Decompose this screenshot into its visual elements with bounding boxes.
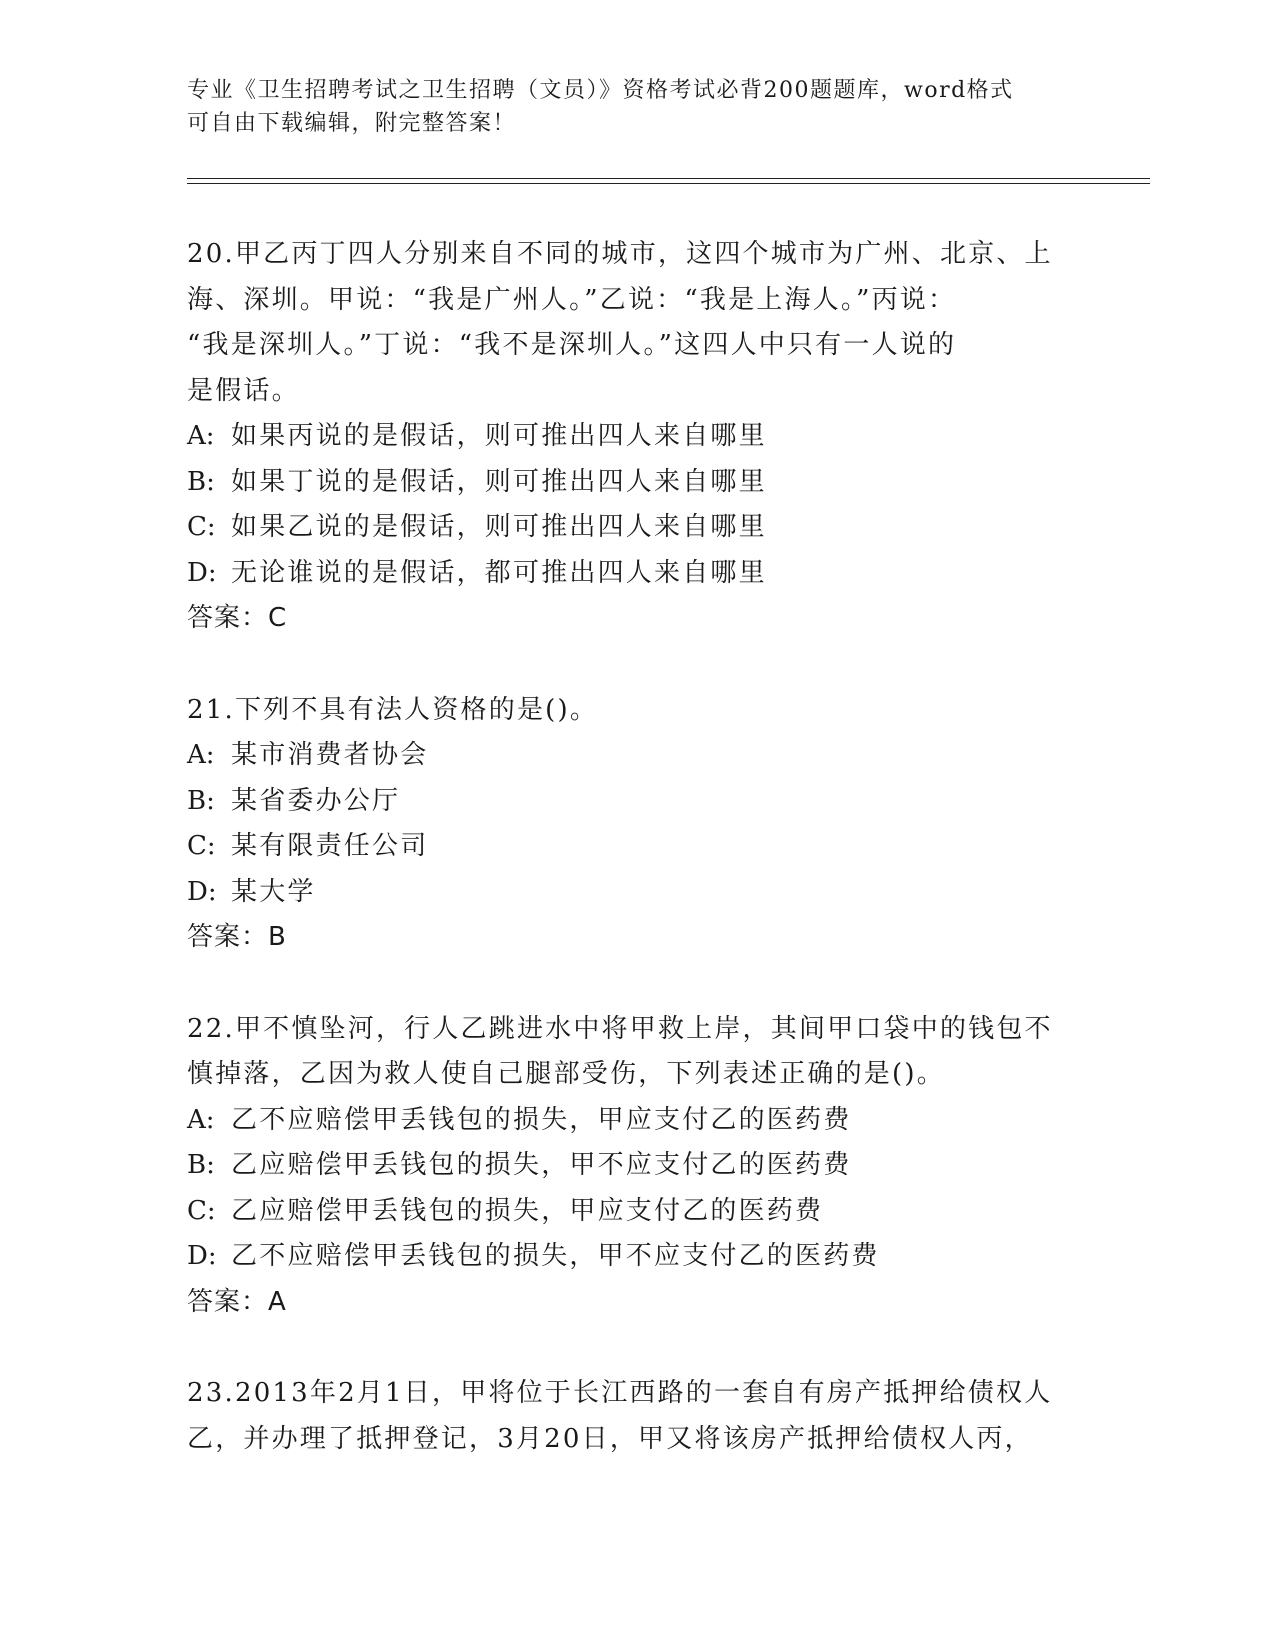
- question-stem: [187, 232, 1087, 414]
- option-a: [187, 1098, 1087, 1144]
- option-text: 乙应赔偿甲丢钱包的损失，甲不应支付乙的医药费: [231, 1150, 852, 1180]
- option-key: C:: [187, 831, 216, 861]
- option-key: A:: [187, 740, 215, 770]
- question-stem: [187, 1371, 1087, 1462]
- option-key: B:: [187, 1150, 215, 1180]
- option-text: 某省委办公厅: [231, 785, 401, 816]
- header-line-2: 可自由下载编辑，附完整答案！: [187, 111, 517, 136]
- option-d: [187, 1234, 1087, 1280]
- option-text: 乙不应赔偿甲丢钱包的损失，甲不应支付乙的医药费: [231, 1241, 880, 1271]
- stem-line: 慎掉落，乙因为救人使自己腿部受伤，下列表述正确的是()。: [187, 1059, 945, 1089]
- option-text: 乙不应赔偿甲丢钱包的损失，甲应支付乙的医药费: [231, 1104, 852, 1135]
- stem-line: 海、深圳。甲说：“我是广州人。”乙说：“我是上海人。”丙说：: [187, 284, 957, 315]
- question-21: [187, 688, 1087, 961]
- stem-line: 21.下列不具有法人资格的是()。: [187, 694, 599, 725]
- option-c: [187, 1189, 1087, 1235]
- option-text: 某有限责任公司: [231, 831, 429, 861]
- option-text: 如果丙说的是假话，则可推出四人来自哪里: [231, 421, 767, 451]
- option-key: D:: [187, 557, 217, 588]
- option-a: [187, 733, 1087, 779]
- stem-line: 20.甲乙丙丁四人分别来自不同的城市，这四个城市为广州、北京、上: [187, 239, 1053, 269]
- document-header: [187, 74, 1067, 140]
- option-b: [187, 779, 1087, 825]
- option-a: [187, 414, 1087, 460]
- header-divider-top: [187, 178, 1150, 179]
- option-text: 某大学: [231, 876, 316, 907]
- question-20: [187, 232, 1087, 642]
- option-key: A:: [187, 1104, 215, 1135]
- option-c: [187, 824, 1087, 870]
- option-text: 如果丁说的是假话，则可推出四人来自哪里: [231, 466, 767, 497]
- option-d: [187, 870, 1087, 916]
- option-key: B:: [187, 785, 215, 816]
- option-c: [187, 505, 1087, 551]
- stem-line: 23.2013年2月1日，甲将位于长江西路的一套自有房产抵押给债权人: [187, 1378, 1053, 1408]
- stem-line: 是假话。: [187, 375, 300, 406]
- option-key: B:: [187, 466, 215, 497]
- stem-line: “我是深圳人。”丁说：“我不是深圳人。”这四人中只有一人说的: [187, 330, 957, 360]
- answer: 答案：B: [187, 922, 287, 952]
- option-text: 无论谁说的是假话，都可推出四人来自哪里: [231, 557, 767, 588]
- question-22: [187, 1007, 1087, 1326]
- question-stem: [187, 1007, 1087, 1098]
- option-key: D:: [187, 1241, 217, 1271]
- stem-line: 22.甲不慎坠河，行人乙跳进水中将甲救上岸，其间甲口袋中的钱包不: [187, 1013, 1053, 1044]
- question-stem: [187, 688, 1087, 734]
- header-line-1: 专业《卫生招聘考试之卫生招聘（文员）》资格考试必背200题题库，word格式: [187, 78, 1014, 103]
- answer: 答案：A: [187, 1286, 287, 1317]
- option-key: D:: [187, 876, 217, 907]
- stem-line: 乙，并办理了抵押登记，3月20日，甲又将该房产抵押给债权人丙，: [187, 1423, 1033, 1454]
- option-key: C:: [187, 512, 216, 542]
- option-key: A:: [187, 421, 215, 451]
- option-text: 某市消费者协会: [231, 740, 429, 770]
- answer: 答案：C: [187, 603, 288, 633]
- header-divider-bottom: [187, 183, 1150, 184]
- question-23: [187, 1371, 1087, 1462]
- option-key: C:: [187, 1195, 216, 1226]
- option-d: [187, 551, 1087, 597]
- option-text: 如果乙说的是假话，则可推出四人来自哪里: [231, 512, 767, 542]
- option-b: [187, 1143, 1087, 1189]
- option-text: 乙应赔偿甲丢钱包的损失，甲应支付乙的医药费: [231, 1195, 824, 1226]
- question-list: [187, 232, 1087, 1462]
- option-b: [187, 460, 1087, 506]
